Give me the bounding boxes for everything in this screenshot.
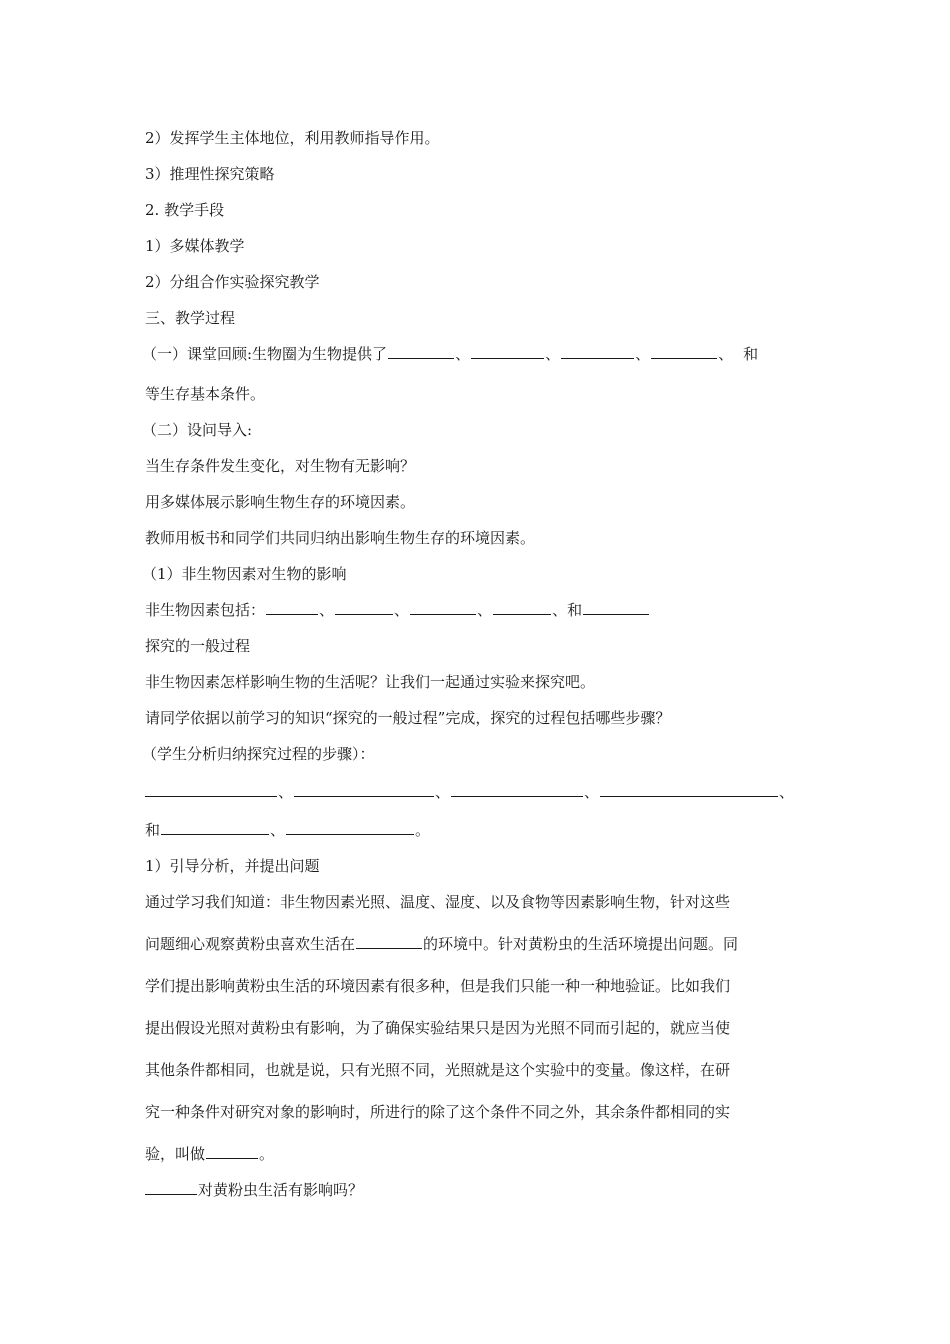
fill-blank-line xyxy=(145,600,810,620)
separator: 、 xyxy=(635,345,651,363)
text-line: 3）推理性探究策略 xyxy=(145,165,275,183)
text-segment: 问题细心观察黄粉虫喜欢生活在 xyxy=(145,935,356,953)
blank-field[interactable] xyxy=(410,600,476,615)
blank-field[interactable] xyxy=(561,344,634,359)
separator: 、 xyxy=(552,601,568,619)
text-line: 2）分组合作实验探究教学 xyxy=(145,273,320,291)
section-heading: 2. 教学手段 xyxy=(145,201,225,219)
text-line: 2）发挥学生主体地位，利用教师指导作用。 xyxy=(145,129,440,147)
section-heading: （二）设问导入: xyxy=(142,421,253,439)
separator: 、 xyxy=(584,783,600,801)
blank-field[interactable] xyxy=(651,344,717,359)
separator: 、 xyxy=(477,601,493,619)
fill-blank-line xyxy=(145,1180,810,1200)
text-line: 用多媒体展示影响生物生存的环境因素。 xyxy=(145,493,416,511)
paragraph-line: 其他条件都相同，也就是说，只有光照不同，光照就是这个实验中的变量。像这样，在研 xyxy=(145,1061,731,1079)
section-heading: （1）非生物因素对生物的影响 xyxy=(142,565,347,583)
text-segment: 。 xyxy=(415,821,431,839)
blank-field[interactable] xyxy=(388,344,454,359)
blank-field[interactable] xyxy=(294,782,434,797)
text-line: 非生物因素怎样影响生物的生活呢？让我们一起通过实验来探究吧。 xyxy=(145,673,596,691)
separator: 、 xyxy=(319,601,335,619)
separator: 、 xyxy=(394,601,410,619)
fill-blank-line xyxy=(145,934,810,954)
blank-field[interactable] xyxy=(451,782,583,797)
blank-field[interactable] xyxy=(286,820,414,835)
paragraph-line: 究一种条件对研究对象的影响时，所进行的除了这个条件不同之外，其余条件都相同的实 xyxy=(145,1103,731,1121)
blank-field[interactable] xyxy=(493,600,551,615)
separator: 、 xyxy=(545,345,561,363)
fill-blank-line xyxy=(142,344,807,364)
separator: 、 xyxy=(278,783,294,801)
paragraph-line: 提出假设光照对黄粉虫有影响，为了确保实验结果只是因为光照不同而引起的，就应当使 xyxy=(145,1019,731,1037)
fill-blank-line xyxy=(145,782,810,802)
section-heading: 1）引导分析，并提出问题 xyxy=(145,857,320,875)
text-segment: 和 xyxy=(743,345,759,363)
text-segment: 的环境中。针对黄粉虫的生活环境提出问题。同 xyxy=(423,935,739,953)
blank-field[interactable] xyxy=(161,820,269,835)
separator: 、 xyxy=(435,783,451,801)
text-segment: 和 xyxy=(567,601,583,619)
blank-field[interactable] xyxy=(335,600,393,615)
text-line: 探究的一般过程 xyxy=(145,637,251,655)
text-segment: 。 xyxy=(259,1145,275,1163)
paragraph-line: 学们提出影响黄粉虫生活的环境因素有很多种，但是我们只能一种一种地验证。比如我们 xyxy=(145,977,731,995)
separator: 、 xyxy=(718,345,734,363)
blank-field[interactable] xyxy=(356,934,422,949)
blank-field[interactable] xyxy=(471,344,544,359)
text-segment: 和 xyxy=(145,821,161,839)
separator: 、 xyxy=(779,783,795,801)
separator: 、 xyxy=(270,821,286,839)
text-segment: （一）课堂回顾:生物圈为生物提供了 xyxy=(142,345,388,363)
text-segment: 对黄粉虫生活有影响吗？ xyxy=(198,1181,364,1199)
text-line: 请同学依据以前学习的知识“探究的一般过程”完成，探究的过程包括哪些步骤？ xyxy=(145,709,671,727)
separator: 、 xyxy=(455,345,471,363)
text-line: （学生分析归纳探究过程的步骤）： xyxy=(142,745,375,763)
blank-field[interactable] xyxy=(600,782,778,797)
section-heading: 三、教学过程 xyxy=(145,309,236,327)
blank-field[interactable] xyxy=(206,1144,258,1159)
text-line: 等生存基本条件。 xyxy=(145,385,266,403)
paragraph-line: 通过学习我们知道：非生物因素光照、温度、湿度、以及食物等因素影响生物，针对这些 xyxy=(145,893,731,911)
fill-blank-line xyxy=(145,820,810,840)
blank-field[interactable] xyxy=(145,782,277,797)
blank-field[interactable] xyxy=(583,600,649,615)
blank-field[interactable] xyxy=(266,600,318,615)
text-line: 1）多媒体教学 xyxy=(145,237,245,255)
fill-blank-line xyxy=(145,1144,810,1164)
text-line: 教师用板书和同学们共同归纳出影响生物生存的环境因素。 xyxy=(145,529,536,547)
text-line: 当生存条件发生变化，对生物有无影响？ xyxy=(145,457,416,475)
text-segment: 验，叫做 xyxy=(145,1145,206,1163)
blank-field[interactable] xyxy=(145,1180,197,1195)
text-segment: 非生物因素包括： xyxy=(145,601,266,619)
